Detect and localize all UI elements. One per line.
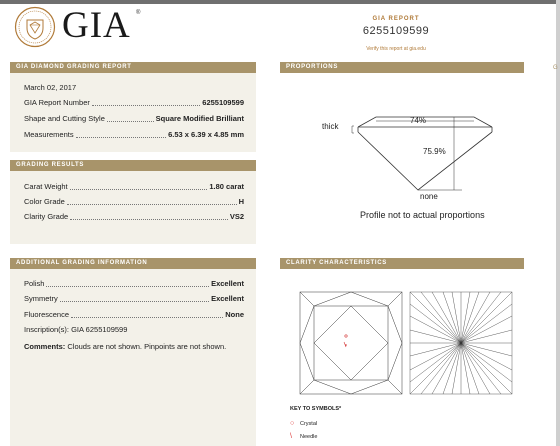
row-value: 6255109599 (202, 98, 244, 107)
grading-results-title: GRADING RESULTS (10, 160, 256, 171)
row-value: 1.80 carat (209, 182, 244, 191)
leader-dots (70, 219, 228, 220)
proportions-diagram (280, 80, 524, 220)
gia-seal-logo (14, 6, 56, 48)
row-value: Square Modified Brilliant (155, 114, 244, 123)
pavilion-outline (358, 132, 492, 190)
row-label: Clarity Grade (24, 212, 69, 221)
color-row (24, 197, 244, 207)
row-label: Fluorescence (24, 310, 70, 319)
clarity-row (24, 212, 244, 222)
clarity-plot (296, 290, 516, 396)
grading-report-title: GIA DIAMOND GRADING REPORT (10, 62, 256, 73)
top-edge (0, 0, 560, 4)
symmetry-row (24, 294, 244, 304)
leader-dots (76, 137, 167, 138)
crown-view (300, 292, 402, 394)
girdle-label: thick (322, 122, 339, 131)
verify-link[interactable]: Verify this report at gia.edu (366, 46, 426, 52)
shape-row (24, 114, 244, 124)
leader-dots (71, 317, 223, 318)
additional-info-title: ADDITIONAL GRADING INFORMATION (10, 258, 256, 269)
report-date: March 02, 2017 (24, 83, 77, 92)
next-column-mark: G (553, 65, 558, 71)
key-to-symbols-title: KEY TO SYMBOLS* (290, 406, 342, 412)
row-value: 6.53 x 6.39 x 4.85 mm (168, 130, 244, 139)
registered-mark: ® (136, 10, 141, 16)
leader-dots (70, 189, 208, 190)
row-value: VS2 (229, 212, 244, 221)
proportions-caption: Profile not to actual proportions (360, 210, 485, 220)
comments-label: Comments: (24, 342, 66, 351)
row-label: Polish (24, 279, 45, 288)
row-value: Excellent (211, 279, 244, 288)
clarity-title: CLARITY CHARACTERISTICS (280, 258, 524, 269)
crystal-mark (345, 335, 347, 337)
row-label: GIA Report Number (24, 98, 90, 107)
report-number-row (24, 98, 244, 108)
row-label: Shape and Cutting Style (24, 114, 105, 123)
comments (24, 340, 246, 354)
depth-label: 75.9% (423, 147, 446, 156)
key-item-crystal (290, 420, 317, 427)
row-label: Symmetry (24, 294, 58, 303)
row-value: None (225, 310, 244, 319)
measurements-row (24, 130, 244, 140)
culet-label: none (420, 192, 438, 201)
polish-row (24, 279, 244, 289)
leader-dots (60, 301, 209, 302)
leader-dots (107, 121, 154, 122)
pavilion-view (410, 292, 512, 394)
proportions-title: PROPORTIONS (280, 62, 524, 73)
row-label: Carat Weight (24, 182, 68, 191)
carat-row (24, 182, 244, 192)
row-label: Measurements (24, 130, 74, 139)
comments-text: Clouds are not shown. Pinpoints are not shown. (67, 342, 227, 351)
key-item-needle (290, 433, 317, 440)
row-label: Color Grade (24, 197, 65, 206)
leader-dots (67, 204, 237, 205)
leader-dots (92, 105, 200, 106)
row-value: H (238, 197, 244, 206)
fluorescence-row (24, 310, 244, 320)
gia-wordmark: GIA (62, 5, 131, 46)
report-number: 6255109599 (362, 25, 430, 37)
table-label: 74% (410, 116, 427, 125)
crystal-icon: ○ (290, 420, 295, 427)
row-value: Excellent (211, 294, 244, 303)
inscription: Inscription(s): GIA 6255109599 (24, 325, 128, 334)
leader-dots (46, 286, 209, 287)
report-label: GIA REPORT (372, 16, 420, 22)
key-label: Crystal (300, 420, 318, 427)
key-label: Needle (300, 433, 318, 440)
needle-icon: \ (290, 433, 292, 440)
